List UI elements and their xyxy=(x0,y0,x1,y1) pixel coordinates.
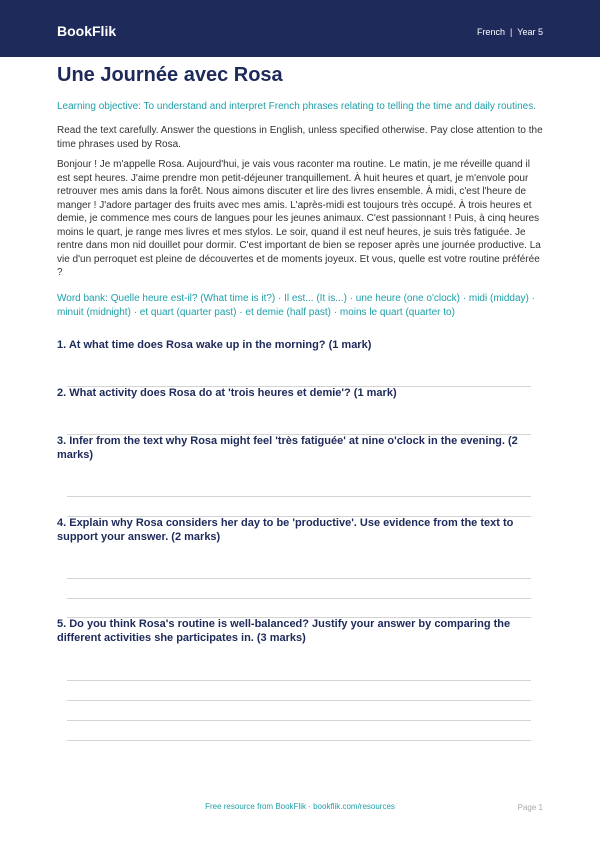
question-5: 5. Do you think Rosa's routine is well-balanced? Justify your answer by comparing the different activities she participates in. (3 marks) xyxy=(57,618,511,644)
header-separator: | xyxy=(509,27,513,37)
question-3: 3. Infer from the text why Rosa might feel 'très fatiguée' at nine o'clock in the evening. (2 marks) xyxy=(57,435,518,461)
page-number: Page 1 xyxy=(517,803,543,812)
word-bank: Word bank: Quelle heure est-il? (What time is it?) · Il est... (It is...) · une heure (one o'clock) · midi (midday) · minuit (midnight) · et quart (quarter past) · et demie (half past) · moins le quart (quarter to) xyxy=(57,293,535,318)
page-header xyxy=(0,0,600,57)
answer-line[interactable] xyxy=(67,598,531,599)
brand-logo: BookFlik xyxy=(57,23,117,39)
footer-credit: Free resource from BookFlik · bookflik.com/resources xyxy=(205,802,395,811)
page-title: Une Journée avec Rosa xyxy=(57,64,283,86)
reading-passage: Bonjour ! Je m'appelle Rosa. Aujourd'hui, je vais vous raconter ma routine. Le matin, je me réveille quand il est sept heures. J'aime prendre mon petit-déjeuner tranquillement. À huit heures et quart, je m'envole pour retrouver mes amis dans la forêt. Nous aimons discuter et lire des livres ensemble. À midi, c'est l'heure de manger ! J'adore partager des fruits avec mes amis. L'après-midi est toujours très occupé. À trois heures et demie, je commence mes cours de langues pour les jeunes animaux. C'est passionnant ! Puis, à cinq heures moins le quart, je range mes livres et mes stylos. Le soir, quand il est neuf heures, je suis très fatiguée. Je rentre dans mon nid douillet pour dormir. C'est important de bien se reposer après une journée productive. La vie d'un perroquet est pleine de découvertes et de moments joyeux. Et vous, quelle est votre routine préférée ? xyxy=(57,159,541,278)
question-2: 2. What activity does Rosa do at 'trois heures et demie'? (1 mark) xyxy=(57,387,397,399)
answer-line[interactable] xyxy=(67,496,531,497)
subject-label: French xyxy=(476,27,505,37)
answer-line[interactable] xyxy=(67,720,531,721)
answer-line[interactable] xyxy=(67,578,531,579)
answer-line[interactable] xyxy=(67,700,531,701)
header-meta xyxy=(477,27,543,37)
learning-objective: Learning objective: To understand and interpret French phrases relating to telling the time and daily routines. xyxy=(57,101,536,112)
answer-line[interactable] xyxy=(67,740,531,741)
question-1: 1. At what time does Rosa wake up in the morning? (1 mark) xyxy=(57,339,372,351)
answer-line[interactable] xyxy=(67,680,531,681)
instructions: Read the text carefully. Answer the questions in English, unless specified otherwise. Pay close attention to the time phrases used by Rosa. xyxy=(57,125,543,150)
year-label: Year 5 xyxy=(517,27,543,37)
question-4: 4. Explain why Rosa considers her day to be 'productive'. Use evidence from the text to support your answer. (2 marks) xyxy=(57,517,514,543)
